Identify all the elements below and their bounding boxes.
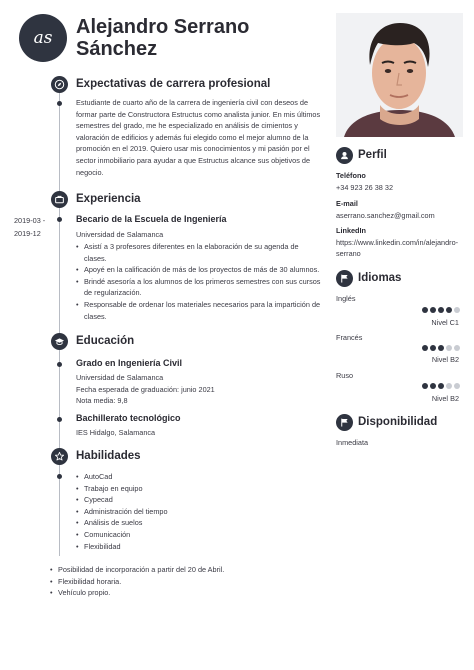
school-name: IES Hidalgo, Salamanca <box>76 428 156 437</box>
languages-title: Idiomas <box>358 272 402 284</box>
graduation-cap-icon <box>51 333 68 350</box>
email-link[interactable]: aserrano.sanchez@gmail.com <box>336 211 435 220</box>
rating-dot <box>454 307 460 313</box>
rating-dot <box>438 307 444 313</box>
summary-line: sector inmobiliario para ayudar a que Estructus alcance sus objetivos de <box>76 155 311 165</box>
list-item: • Trabajo en equipo <box>76 483 168 495</box>
flag-icon <box>336 270 353 287</box>
list-item <box>76 264 320 276</box>
list-item: • Vehículo propio. <box>50 587 224 599</box>
summary-line: promoción en el 2019. Quiero usar mis conocimientos y mi pasión por el <box>76 144 310 154</box>
summary-line: valoración de edificios y además fui elegido como el mejor alumno de la <box>76 132 309 142</box>
timeline-dot <box>57 217 62 222</box>
rating-dot <box>446 307 452 313</box>
summary-line: semestres del grado, me he especializado en análisis de cimientos y <box>76 121 298 131</box>
availability-title: Disponibilidad <box>358 416 438 428</box>
star-icon <box>51 448 68 465</box>
degree-title: Bachillerato tecnológico <box>76 413 181 423</box>
linkedin-url-line: serrano <box>336 249 361 258</box>
phone-value[interactable]: +34 923 26 38 32 <box>336 183 394 192</box>
list-item <box>76 299 320 322</box>
availability-value: Inmediata <box>336 438 369 447</box>
summary-line: Estudiante de cuarto año de la carrera de ingeniería civil con deseos de <box>76 98 309 107</box>
user-icon <box>336 147 353 164</box>
email-label: E-mail <box>336 199 358 208</box>
rating-dot <box>446 345 452 351</box>
rating-dot <box>438 345 444 351</box>
language-name: Francés <box>336 333 363 342</box>
rating-dot <box>454 383 460 389</box>
timeline-dot <box>57 362 62 367</box>
flag-icon <box>336 414 353 431</box>
briefcase-icon <box>51 191 68 208</box>
rating-dot <box>454 345 460 351</box>
language-rating <box>422 345 460 351</box>
average-grade: Nota media: 9,8 <box>76 396 128 406</box>
name-line-1: Alejandro Serrano <box>76 16 250 38</box>
experience-dates <box>14 214 45 240</box>
bullet-line: • Asistí a 3 profesores diferentes en la elaboración de su agenda de <box>84 242 299 251</box>
experience-title: Experiencia <box>76 193 141 205</box>
rating-dot <box>430 307 436 313</box>
date-start: 2019-03 - <box>14 216 46 225</box>
monogram-avatar: as <box>19 14 67 62</box>
linkedin-label: LinkedIn <box>336 226 366 235</box>
language-level: Nivel C1 <box>431 318 459 327</box>
graduation-date: Fecha esperada de graduación: junio 2021 <box>76 384 215 394</box>
bullet-line: • Brindé asesoría a los alumnos de los primeros semestres con sus cursos <box>84 276 321 286</box>
timeline-dot <box>57 474 62 479</box>
rating-dot <box>438 383 444 389</box>
compass-icon <box>51 76 68 93</box>
list-item: • Análisis de suelos <box>76 517 168 529</box>
experience-bullets <box>76 241 320 322</box>
degree-details <box>76 372 215 407</box>
linkedin-url-line: https://www.linkedin.com/in/alejandro- <box>336 238 459 247</box>
date-end: 2019-12 <box>14 229 41 238</box>
candidate-name <box>76 16 316 60</box>
linkedin-link[interactable] <box>336 237 472 259</box>
list-item <box>76 241 320 264</box>
rating-dot <box>422 307 428 313</box>
list-item: • Comunicación <box>76 529 168 541</box>
sidebar-column <box>326 0 474 670</box>
bullet-line: clases. <box>84 311 107 321</box>
list-item <box>76 276 320 299</box>
list-item: • Cypecad <box>76 494 168 506</box>
company-name: Universidad de Salamanca <box>76 230 164 239</box>
extras-list <box>50 564 224 599</box>
list-item: • Administración del tiempo <box>76 506 168 518</box>
career-title: Expectativas de carrera profesional <box>76 78 271 90</box>
bullet-line: • Apoyé en la calificación de más de los proyectos de más de 30 alumnos. <box>84 265 320 275</box>
bullet-line: • Responsable de ordenar los materiales necesarios para la impartición de <box>84 299 321 309</box>
timeline-dot <box>57 101 62 106</box>
list-item: • Posibilidad de incorporación a partir del 20 de Abril. <box>50 564 224 576</box>
phone-label: Teléfono <box>336 171 366 180</box>
bullet-line: de regularización. <box>84 288 142 298</box>
rating-dot <box>430 345 436 351</box>
rating-dot <box>446 383 452 389</box>
language-name: Inglés <box>336 294 356 303</box>
rating-dot <box>422 383 428 389</box>
list-item: • AutoCad <box>76 471 168 483</box>
profile-photo <box>336 13 463 137</box>
degree-title: Grado en Ingeniería Civil <box>76 358 183 368</box>
profile-title: Perfil <box>358 149 387 161</box>
name-line-2: Sánchez <box>76 38 158 60</box>
school-name: Universidad de Salamanca <box>76 373 164 382</box>
bullet-line: clases. <box>84 253 107 263</box>
job-title: Becario de la Escuela de Ingeniería <box>76 214 227 224</box>
career-summary <box>76 97 320 178</box>
summary-line: negocio. <box>76 167 104 177</box>
language-rating <box>422 307 460 313</box>
rating-dot <box>422 345 428 351</box>
language-name: Ruso <box>336 371 354 380</box>
skills-list <box>76 471 168 552</box>
list-item: • Flexibilidad <box>76 541 168 553</box>
education-title: Educación <box>76 335 135 347</box>
language-rating <box>422 383 460 389</box>
rating-dot <box>430 383 436 389</box>
list-item: • Flexibilidad horaria. <box>50 576 224 588</box>
language-level: Nivel B2 <box>431 355 459 364</box>
skills-title: Habilidades <box>76 450 141 462</box>
language-level: Nivel B2 <box>431 394 459 403</box>
timeline-line <box>59 78 60 556</box>
summary-line: formar parte de Constructora Estructus como analista junior. En mis últimos <box>76 109 321 119</box>
timeline-dot <box>57 417 62 422</box>
